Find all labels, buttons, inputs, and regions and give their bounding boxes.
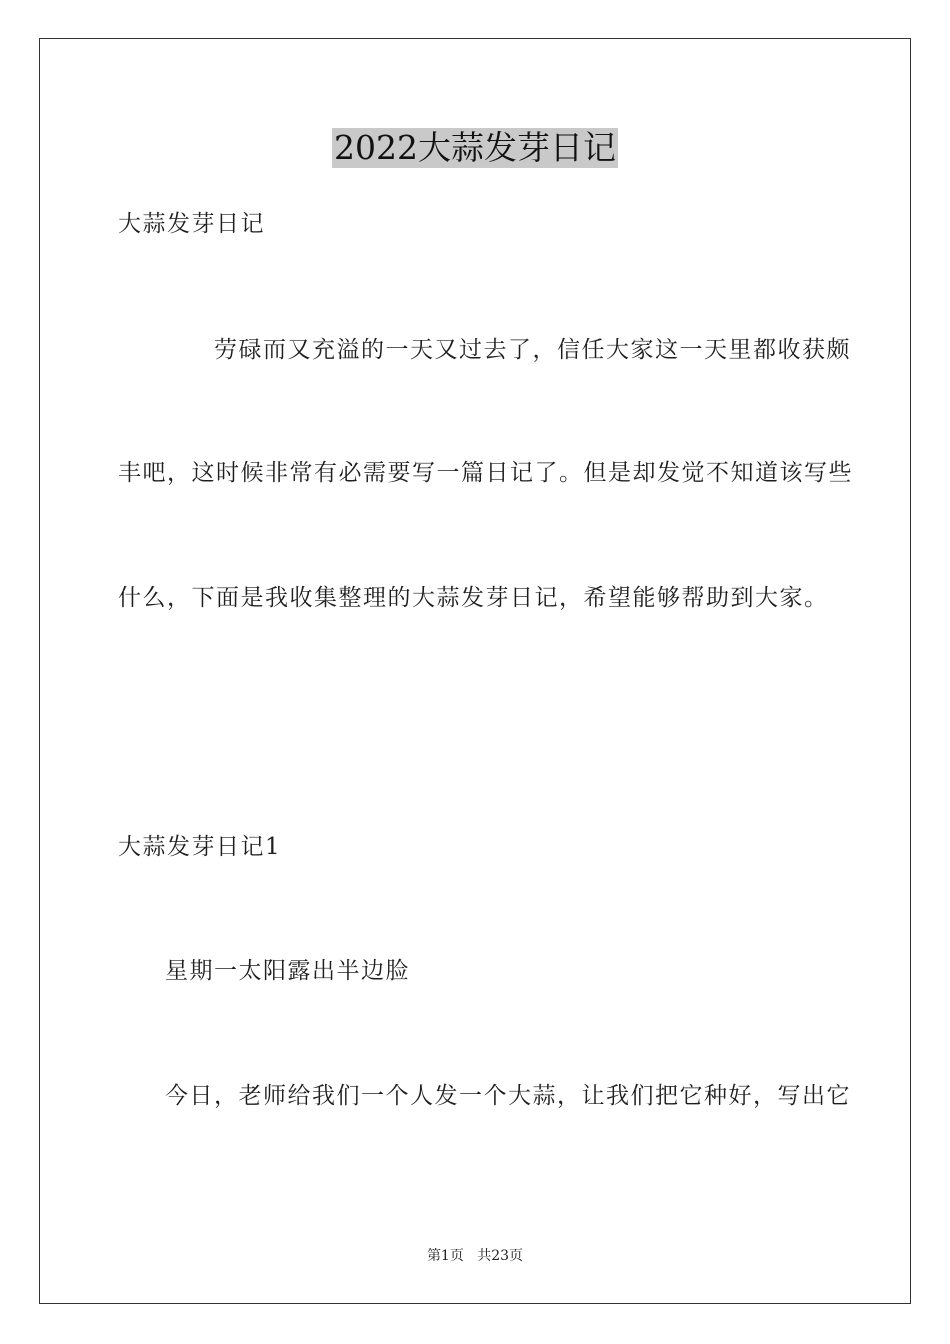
page-number: 第1页	[426, 1248, 464, 1264]
intro-line-1: 劳碌而又充溢的一天又过去了，信任大家这一天里都收获颇	[214, 337, 851, 363]
page-total: 共23页	[477, 1248, 524, 1264]
section-heading: 大蒜发芽日记1	[118, 834, 282, 860]
page-footer	[0, 1247, 950, 1265]
date-line: 星期一太阳露出半边脸	[165, 958, 410, 984]
document-title: 2022大蒜发芽日记	[334, 128, 616, 167]
subtitle: 大蒜发芽日记	[118, 211, 265, 237]
body-line: 今日，老师给我们一个人发一个大蒜，让我们把它种好，写出它	[165, 1083, 851, 1109]
title-container	[0, 128, 950, 168]
intro-line-2: 丰吧，这时候非常有必需要写一篇日记了。但是却发觉不知道该写些	[118, 460, 853, 486]
intro-line-3: 什么，下面是我收集整理的大蒜发芽日记，希望能够帮助到大家。	[118, 585, 829, 611]
